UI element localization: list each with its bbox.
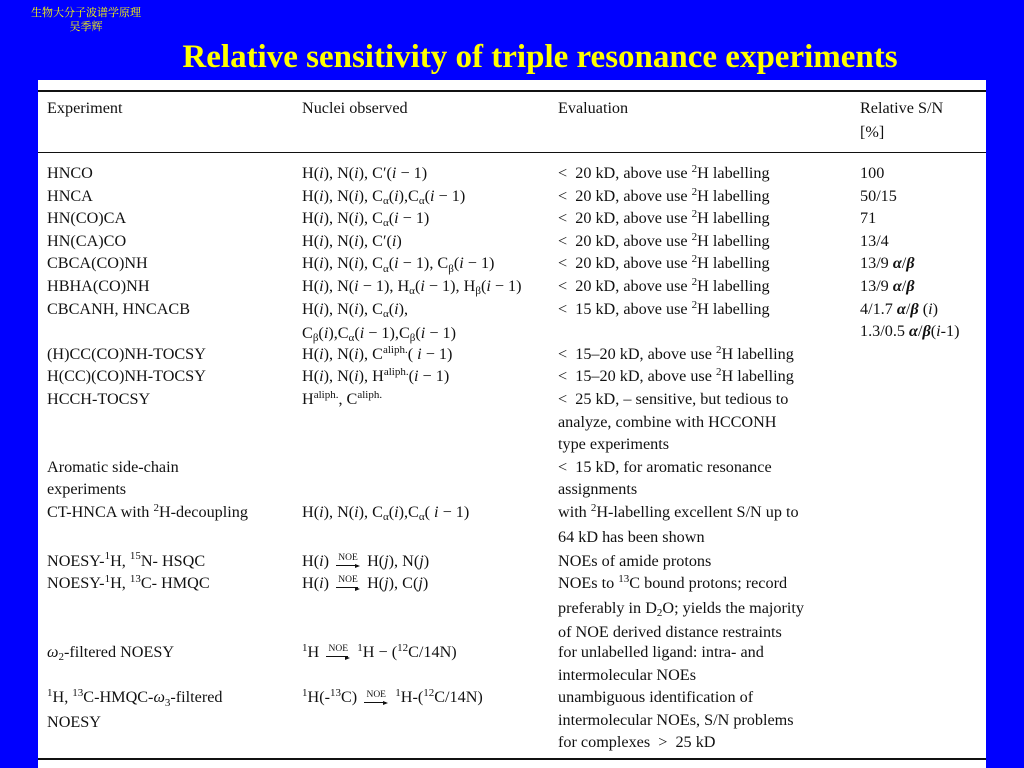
experiment-text: experiments — [47, 480, 127, 499]
experiment-cell — [47, 252, 297, 275]
evaluation-cell — [558, 501, 858, 548]
experiment-cell — [47, 230, 297, 253]
nuclei-text: H(i), N(i), $C_\alpha(i - 1)$, $C_\beta(i - 1)$ — [302, 254, 495, 275]
nuclei-cell — [302, 207, 554, 232]
nuclei-cell — [302, 388, 554, 413]
evaluation-text: < 15 kD, for aromatic resonance — [558, 457, 772, 476]
experiment-text: CT-HNCA with $^2$H-decoupling — [47, 501, 248, 521]
nuclei-text: $H^{aliph.}$, $C^{aliph.}$ — [302, 388, 383, 408]
table-row — [38, 501, 986, 550]
evaluation-text: for complexes > 25 kD — [558, 733, 716, 752]
evaluation-text: < 20 kD, above use $^2$H labelling — [558, 162, 770, 182]
nuclei-text: $^1$H(-$^{13}$C) NOE $^1$H-($^{12}$C/14N) — [302, 687, 483, 707]
experiment-text: NOESY — [47, 712, 101, 731]
evaluation-cell — [558, 298, 858, 323]
nuclei-cell — [302, 572, 554, 595]
author-name: 吴季辉 — [69, 21, 103, 33]
evaluation-text: for unlabelled ligand: intra- and — [558, 643, 764, 662]
evaluation-text: NOEs of amide protons — [558, 551, 712, 570]
nuclei-text: H(i) NOE H(j), N(j) — [302, 551, 430, 570]
nuclei-text: H(i), N(i), C′(i) — [302, 231, 402, 250]
evaluation-text: intermolecular NOEs, S/N problems — [558, 710, 794, 729]
evaluation-cell — [558, 207, 858, 232]
evaluation-cell — [558, 641, 858, 686]
table-bottom-rule — [38, 758, 986, 760]
evaluation-text: preferably in $D_2O$; yields the majority — [558, 598, 805, 619]
table-row — [38, 230, 986, 253]
evaluation-cell — [558, 456, 858, 501]
evaluation-text: 64 kD has been shown — [558, 527, 705, 546]
table-row — [38, 686, 986, 754]
experiment-cell — [47, 185, 297, 208]
table-top-rule — [38, 90, 986, 92]
evaluation-text: < 20 kD, above use $^2$H labelling — [558, 208, 770, 228]
experiment-cell — [47, 686, 297, 733]
experiment-cell — [47, 365, 297, 388]
table-row — [38, 365, 986, 388]
evaluation-text: analyze, combine with HCCONH — [558, 412, 777, 431]
experiment-cell — [47, 207, 297, 230]
evaluation-text: unambiguous identification of — [558, 688, 754, 707]
experiment-text: HN(CA)CO — [47, 231, 127, 250]
experiment-text: Aromatic side-chain — [47, 457, 179, 476]
table-row — [38, 298, 986, 343]
table-row — [38, 572, 986, 641]
sn-cell — [860, 230, 986, 253]
experiment-cell — [47, 550, 297, 575]
header-sn-label: Relative S/N — [860, 99, 944, 117]
sn-text: 4/1.7 α/β (i) — [860, 299, 938, 318]
table-header — [38, 96, 986, 148]
evaluation-text: < 15 kD, above use $^2$H labelling — [558, 298, 770, 318]
experiment-cell — [47, 298, 297, 321]
evaluation-text: < 25 kD, – sensitive, but tedious to — [558, 389, 789, 408]
evaluation-cell — [558, 572, 858, 644]
sn-text: 1.3/0.5 α/β(i-1) — [860, 322, 960, 341]
evaluation-cell — [558, 185, 858, 210]
sn-cell — [860, 207, 986, 230]
header-sn-unit: [%] — [860, 123, 885, 141]
sn-text: 100 — [860, 164, 885, 182]
nuclei-cell — [302, 501, 554, 526]
table-row — [38, 388, 986, 456]
evaluation-cell — [558, 162, 858, 187]
nuclei-cell — [302, 252, 554, 277]
experiment-cell — [47, 456, 297, 501]
nuclei-cell — [302, 298, 554, 347]
header-experiment: Experiment — [47, 99, 123, 117]
table-row — [38, 252, 986, 275]
sn-cell — [860, 252, 986, 275]
header-nuclei: Nuclei observed — [302, 99, 408, 117]
evaluation-cell — [558, 343, 858, 368]
nuclei-text: H(i), N(i), $C_\alpha(i - 1)$ — [302, 209, 430, 230]
evaluation-text: < 15–20 kD, above use $^2$H labelling — [558, 343, 794, 363]
sn-cell — [860, 275, 986, 298]
evaluation-text: assignments — [558, 480, 638, 499]
evaluation-text: < 20 kD, above use $^2$H labelling — [558, 275, 770, 295]
experiment-text: CBCA(CO)NH — [47, 254, 148, 273]
nuclei-cell — [302, 641, 554, 666]
experiment-text: $\omega_2$-filtered NOESY — [47, 643, 175, 664]
nuclei-cell — [302, 162, 554, 185]
sn-cell — [860, 162, 986, 185]
evaluation-cell — [558, 365, 858, 390]
experiment-text: HCCH-TOCSY — [47, 389, 151, 408]
sn-text: 13/9 α/β — [860, 276, 915, 295]
table-row — [38, 343, 986, 366]
experiment-text: NOESY-$^1$H, $^{13}$C- HMQC — [47, 573, 210, 593]
evaluation-text: with $^2$H-labelling excellent S/N up to — [558, 501, 799, 521]
header-evaluation: Evaluation — [558, 99, 629, 117]
experiment-text: NOESY-$^1$H, $^{15}$N- HSQC — [47, 550, 206, 570]
nuclei-text: H(i), N(i), $C_\alpha(i)$, — [302, 299, 409, 320]
nuclei-text: $^1$H NOE $^1$H − ($^{12}$C/14N) — [302, 641, 457, 662]
evaluation-cell — [558, 686, 858, 754]
nuclei-cell — [302, 343, 554, 368]
nuclei-cell — [302, 185, 554, 210]
evaluation-text: < 20 kD, above use $^2$H labelling — [558, 253, 770, 273]
course-name: 生物大分子波谱学原理 — [31, 7, 141, 19]
experiment-cell — [47, 275, 297, 298]
experiment-cell — [47, 572, 297, 597]
evaluation-text: type experiments — [558, 435, 670, 454]
evaluation-cell — [558, 252, 858, 277]
experiment-cell — [47, 343, 297, 366]
experiment-text: HNCA — [47, 186, 93, 205]
experiment-cell — [47, 162, 297, 185]
sn-text: 50/15 — [860, 186, 897, 205]
evaluation-text: of NOE derived distance restraints — [558, 623, 782, 642]
slide-title: Relative sensitivity of triple resonance experiments — [182, 39, 898, 75]
table-row — [38, 456, 986, 501]
sn-text: 13/9 α/β — [860, 254, 915, 273]
nuclei-text: H(i), N(i), $H^{aliph.}(i - 1)$ — [302, 366, 450, 386]
evaluation-text: < 20 kD, above use $^2$H labelling — [558, 185, 770, 205]
nuclei-text: H(i), N(i), $C_\alpha(i),C_\alpha(i - 1)$ — [302, 186, 466, 207]
sn-cell — [860, 185, 986, 208]
table-row — [38, 185, 986, 208]
header-sn — [860, 96, 986, 144]
sn-cell — [860, 298, 986, 343]
sn-text: 71 — [860, 209, 877, 228]
nuclei-text: H(i), N(i − 1), $H_\alpha(i - 1)$, $H_\beta(i - 1)$ — [302, 276, 522, 298]
experiment-text: CBCANH, HNCACB — [47, 299, 191, 318]
evaluation-cell — [558, 275, 858, 300]
experiment-text: HBHA(CO)NH — [47, 276, 150, 295]
sn-text: 13/4 — [860, 231, 889, 250]
table-row — [38, 162, 986, 185]
experiment-text: H(CC)(CO)NH-TOCSY — [47, 367, 206, 386]
table-row — [38, 641, 986, 686]
nuclei-text: H(i) NOE H(j), C(j) — [302, 574, 429, 593]
evaluation-text: intermolecular NOEs — [558, 665, 696, 684]
experiment-text: HNCO — [47, 164, 93, 182]
evaluation-text: < 20 kD, above use $^2$H labelling — [558, 230, 770, 250]
nuclei-cell — [302, 686, 554, 711]
evaluation-cell — [558, 550, 858, 573]
evaluation-text: NOEs to $^{13}$C bound protons; record — [558, 573, 788, 593]
nuclei-cell — [302, 275, 554, 300]
course-watermark — [8, 6, 164, 34]
experiment-cell — [47, 388, 297, 411]
experiment-text: HN(CO)CA — [47, 209, 127, 228]
nuclei-text: H(i), N(i), $C_\alpha(i),C_\alpha$( i − 1) — [302, 502, 470, 524]
experiment-text: (H)CC(CO)NH-TOCSY — [47, 344, 206, 363]
table-row — [38, 550, 986, 573]
table-row — [38, 207, 986, 230]
evaluation-cell — [558, 230, 858, 255]
experiment-cell — [47, 641, 297, 666]
sensitivity-table — [38, 80, 986, 768]
nuclei-text: H(i), N(i), $C^{aliph.}$( i − 1) — [302, 343, 453, 363]
nuclei-cell — [302, 365, 554, 390]
table-header-rule — [38, 152, 986, 153]
evaluation-cell — [558, 388, 858, 456]
table-row — [38, 275, 986, 298]
nuclei-text: $C_\beta(i),C_\alpha(i - 1),C_\beta(i - 1)$ — [302, 324, 456, 345]
nuclei-cell — [302, 550, 554, 573]
nuclei-text: H(i), N(i), C′(i − 1) — [302, 164, 428, 182]
table-body — [38, 162, 986, 754]
experiment-text: $^1$H, $^{13}C-HMQC-\omega_3$-filtered — [47, 687, 223, 709]
nuclei-cell — [302, 230, 554, 253]
experiment-cell — [47, 501, 297, 526]
evaluation-text: < 15–20 kD, above use $^2$H labelling — [558, 366, 794, 386]
